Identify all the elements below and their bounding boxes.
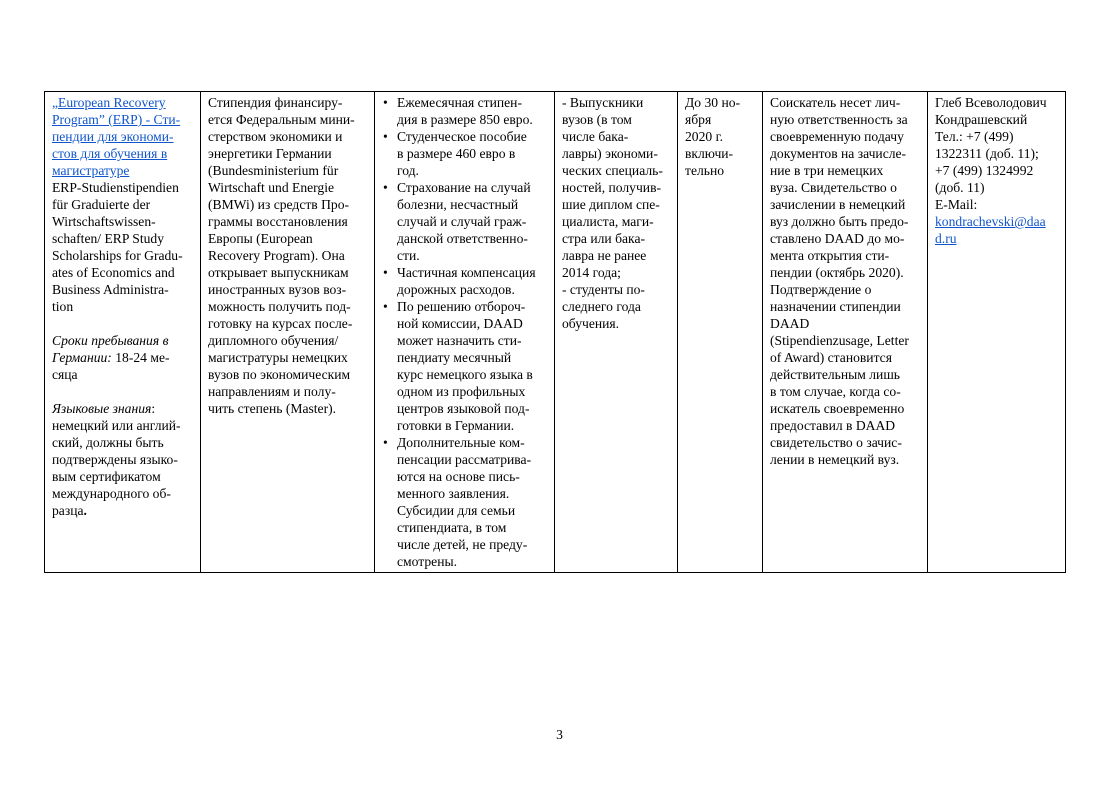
text-line: пендии для экономи- [52,129,174,144]
benefits-list [382,94,548,570]
text-line: тельно [685,163,725,178]
text-line: Recovery Program). Она [208,248,345,263]
text-line: Scholarships for Gradu- [52,248,183,263]
text-line: стра или бака- [562,231,646,246]
text-line: шие диплом спе- [562,197,660,212]
text-line: вузов по экономическим [208,367,351,382]
text-line: лении в немецкий вуз. [770,452,900,467]
text-line: Европы (European [208,231,313,246]
text-line: (BMWi) из средств Про- [208,197,350,212]
page-number: 3 [556,727,563,742]
text-line: менного заявления. [397,486,510,501]
text-line: чить степень (Master). [208,401,337,416]
program-link[interactable] [52,94,194,179]
text-line: энергетики Германии [208,146,332,161]
text-line: действительным лишь [770,367,900,382]
list-item [382,179,548,264]
language-last-line [52,502,194,519]
text-line: für Graduierte der [52,197,151,212]
text-line: направлениям и полу- [208,384,336,399]
text-line: может назначить сти- [397,333,522,348]
text-line: магистратуре [52,163,130,178]
text-line: Wirtschaftswissen- [52,214,156,229]
scholarship-table [44,91,1066,573]
text-line: немецкий или англий- [52,418,181,433]
text-line: одном из профильных [397,384,526,399]
text-line: обучения. [562,316,620,331]
text-line: Program” (ERP) - Сти- [52,112,181,127]
text-line: • Страхование на случай [397,180,531,195]
list-item [382,264,548,298]
text-line: следнего года [562,299,641,314]
text-line: стов для обучения в [52,146,168,161]
text-line: курс немецкого языка в [397,367,533,382]
text-line: год. [397,163,419,178]
language-label: Языковые знания [52,401,152,416]
text-line: ние в три немецких [770,163,884,178]
text-line: Business Administra- [52,282,169,297]
language-line [52,400,194,417]
list-item [382,128,548,179]
text-line: ной комиссии, DAAD [397,316,523,331]
stay-label-cont: Германии: [52,350,112,365]
text-line: граммы восстановления [208,214,348,229]
text-line: До 30 но- [685,95,741,110]
text-line: Субсидии для семьи [397,503,516,518]
text-line: вым сертификатом [52,469,161,484]
text-line: ERP-Studienstipendien [52,180,179,195]
text-line: данской ответственно- [397,231,528,246]
text-line: schaften/ ERP Study [52,231,165,246]
text-line: случай и случай граж- [397,214,527,229]
text-line: Подтверждение о [770,282,872,297]
text-line: d.ru [935,231,957,246]
text-line: 2014 года; [562,265,621,280]
text-line: • Студенческое пособие [397,129,527,144]
text-line: DAAD [770,316,810,331]
list-item [382,94,548,128]
text-fragment: разца [52,503,84,518]
text-line: готовку на курсах после- [208,316,353,331]
text-line: дорожных расходов. [397,282,515,297]
contact-surname: Кондрашевский [935,112,1028,127]
contact-cell [928,92,1066,573]
text-line: мента открытия сти- [770,248,890,263]
text-line: можность получить под- [208,299,351,314]
deadline-cell [678,92,763,573]
spacer [52,383,194,400]
text-line: иностранных вузов воз- [208,282,347,297]
text-line: ский, должны быть [52,435,164,450]
contact-phone: Тел.: +7 (499) [935,129,1014,144]
text-line: дия в размере 850 евро. [397,112,533,127]
table-row [45,92,1066,573]
text-line: вузов (в том [562,112,632,127]
text-line: ставлено DAAD до мо- [770,231,905,246]
text-line: числе бака- [562,129,629,144]
spacer [52,315,194,332]
program-cell [45,92,201,573]
contact-phone: 1322311 (доб. 11); [935,146,1039,161]
text-line: предоставил в DAAD [770,418,896,433]
text-line: (Bundesministerium für [208,163,339,178]
text-line: свидетельство о зачис- [770,435,902,450]
text-line: (Stipendienzusage, Letter [770,333,909,348]
text-line: of Award) становится [770,350,892,365]
text-line: • По решению отбороч- [397,299,526,314]
text-line: числе детей, не преду- [397,537,528,552]
contact-name: Глеб Всеволодович [935,95,1047,110]
text-line: ября [685,112,712,127]
text-line: „European Recovery [52,95,166,110]
text-line: стерством экономики и [208,129,343,144]
email-link[interactable] [935,213,1059,247]
text-line: пенсации рассматрива- [397,452,532,467]
text-line: лавра не ранее [562,248,647,263]
text-line: дипломного обучения/ [208,333,339,348]
stay-label: Сроки пребывания в [52,333,169,348]
text-line: подтверждены языко- [52,452,178,467]
text-line: вуз должно быть предо- [770,214,909,229]
text-line: Стипендия финансиру- [208,95,343,110]
text-line: открывает выпускникам [208,265,349,280]
text-line: болезни, несчастный [397,197,519,212]
text-line: международного об- [52,486,171,501]
text-line: готовки в Германии. [397,418,515,433]
text-line: ностей, получив- [562,180,662,195]
text-line: ется Федеральным мини- [208,112,355,127]
text-line: tion [52,299,74,314]
text-line: - Выпускники [562,95,644,110]
text-line: циалиста, маги- [562,214,654,229]
text-line: документов на зачисле- [770,146,907,161]
text-line: в размере 460 евро в [397,146,516,161]
text-line: пендиату месячный [397,350,512,365]
text-line: • Ежемесячная стипен- [397,95,522,110]
language-colon: : [151,401,156,416]
text-line: включи- [685,146,734,161]
text-line: назначении стипендии [770,299,901,314]
text-line: 2020 г. [685,129,724,144]
text-line: ную ответственность за [770,112,908,127]
text-line: ates of Economics and [52,265,175,280]
eligibility-cell [555,92,678,573]
text-line: в том случае, когда со- [770,384,901,399]
text-line: kondrachevski@daa [935,214,1046,229]
list-item [382,298,548,434]
text-line: смотрены. [397,554,457,569]
text-line: ческих специаль- [562,163,663,178]
text-line: • Частичная компенсация [397,265,536,280]
text-line: магистратуры немецких [208,350,348,365]
contact-phone: (доб. 11) [935,180,985,195]
text-line: центров языковой под- [397,401,530,416]
text-line: Соискатель несет лич- [770,95,901,110]
text-line: • Дополнительные ком- [397,435,525,450]
contact-phone: +7 (499) 1324992 [935,163,1034,178]
conditions-cell [763,92,928,573]
text-line: Wirtschaft und Energie [208,180,335,195]
stay-value: 18-24 ме- [111,350,170,365]
text-line: пендии (октябрь 2020). [770,265,904,280]
stay-value-cont: сяца [52,367,78,382]
text-line: вуза. Свидетельство о [770,180,897,195]
text-line: сти. [397,248,420,263]
description-cell [201,92,375,573]
text-line: своевременную подачу [770,129,904,144]
benefits-cell [375,92,555,573]
text-line: ются на основе пись- [397,469,520,484]
stay-line [52,349,194,366]
text-line: зачислении в немецкий [770,197,906,212]
text-line: лавры) экономи- [562,146,658,161]
text-fragment: . [83,503,87,518]
text-line: искатель своевременно [770,401,905,416]
list-item [382,434,548,570]
text-line: стипендиата, в том [397,520,507,535]
text-line: - студенты по- [562,282,645,297]
email-label: E-Mail: [935,197,978,212]
